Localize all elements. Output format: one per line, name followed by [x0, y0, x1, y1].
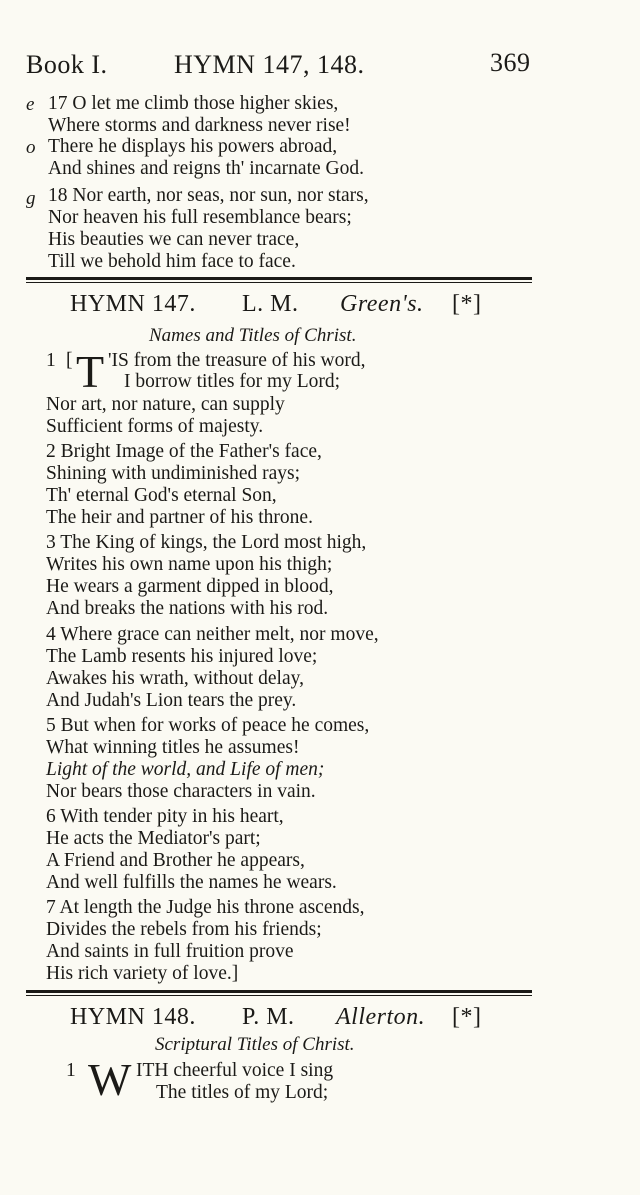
verse-line: And well fulfills the names he wears. — [46, 872, 337, 893]
verse-line: 18 Nor earth, nor seas, nor sun, nor stars, — [48, 185, 369, 206]
verse-line: His beauties we can never trace, — [48, 229, 300, 250]
hymn-148-mark: [*] — [452, 1004, 482, 1030]
dynamic-mark-e: e — [26, 94, 35, 115]
verse-line: And shines and reigns th' incarnate God. — [48, 158, 364, 179]
verse-line: The titles of my Lord; — [156, 1082, 329, 1103]
section-divider-thick — [26, 990, 532, 993]
verse-line: ITH cheerful voice I sing — [136, 1060, 334, 1081]
verse-line: Divides the rebels from his friends; — [46, 919, 322, 940]
verse-line: He acts the Mediator's part; — [46, 828, 261, 849]
verse-line: The heir and partner of his throne. — [46, 507, 313, 528]
section-divider-thick — [26, 277, 532, 280]
verse-line: I borrow titles for my Lord; — [124, 371, 341, 392]
hymn-147-subtitle: Names and Titles of Christ. — [149, 325, 357, 346]
verse-line: 6 With tender pity in his heart, — [46, 806, 284, 827]
verse-line: 'IS from the treasure of his word, — [108, 350, 366, 371]
verse-line: 2 Bright Image of the Father's face, — [46, 441, 322, 462]
verse-number: 1 — [66, 1060, 76, 1081]
dynamic-mark-o: o — [26, 137, 36, 158]
hymn-147-mark: [*] — [452, 291, 482, 317]
verse-line: Where storms and darkness never rise! — [48, 115, 351, 136]
verse-line: What winning titles he assumes! — [46, 737, 300, 758]
running-header-title: HYMN 147, 148. — [174, 50, 365, 79]
verse-line: Shining with undiminished rays; — [46, 463, 301, 484]
verse-line: There he displays his powers abroad, — [48, 136, 338, 157]
hymn-148-tune: Allerton. — [336, 1004, 426, 1030]
verse-line: Nor art, nor nature, can supply — [46, 394, 285, 415]
verse-line: 7 At length the Judge his throne ascends, — [46, 897, 365, 918]
hymn-147-heading: HYMN 147. — [70, 291, 196, 317]
hymn-147-tune: Green's. — [340, 291, 424, 317]
hymn-148-subtitle: Scriptural Titles of Christ. — [155, 1034, 355, 1055]
verse-line: Awakes his wrath, without delay, — [46, 668, 304, 689]
verse-line: And saints in full fruition prove — [46, 941, 294, 962]
verse-line: And breaks the nations with his rod. — [46, 598, 329, 619]
verse-line: 5 But when for works of peace he comes, — [46, 715, 370, 736]
opening-bracket: [ — [66, 350, 73, 371]
verse-line: 4 Where grace can neither melt, nor move, — [46, 624, 379, 645]
verse-number: 1 — [46, 350, 56, 371]
verse-line: 3 The King of kings, the Lord most high, — [46, 532, 367, 553]
hymn-148-meter: P. M. — [242, 1004, 295, 1030]
dynamic-mark-g: g — [26, 188, 36, 209]
page-number: 369 — [490, 48, 531, 77]
verse-line: Th' eternal God's eternal Son, — [46, 485, 277, 506]
verse-line: Nor bears those characters in vain. — [46, 781, 316, 802]
verse-line: Writes his own name upon his thigh; — [46, 554, 333, 575]
verse-line: Sufficient forms of majesty. — [46, 416, 264, 437]
verse-line: His rich variety of love.] — [46, 963, 239, 984]
verse-line: He wears a garment dipped in blood, — [46, 576, 334, 597]
verse-line: A Friend and Brother he appears, — [46, 850, 305, 871]
running-header-book: Book I. — [26, 50, 108, 79]
verse-line: Till we behold him face to face. — [48, 251, 296, 272]
section-divider-thin — [26, 995, 532, 996]
verse-line: Nor heaven his full resemblance bears; — [48, 207, 352, 228]
drop-cap: W — [88, 1054, 132, 1105]
verse-line-italic: Light of the world, and Life of men; — [46, 759, 325, 780]
drop-cap: T — [76, 346, 105, 397]
verse-line: The Lamb resents his injured love; — [46, 646, 318, 667]
verse-line: 17 O let me climb those higher skies, — [48, 93, 339, 114]
hymn-147-meter: L. M. — [242, 291, 299, 317]
hymn-148-heading: HYMN 148. — [70, 1004, 196, 1030]
section-divider-thin — [26, 282, 532, 283]
verse-line: And Judah's Lion tears the prey. — [46, 690, 297, 711]
